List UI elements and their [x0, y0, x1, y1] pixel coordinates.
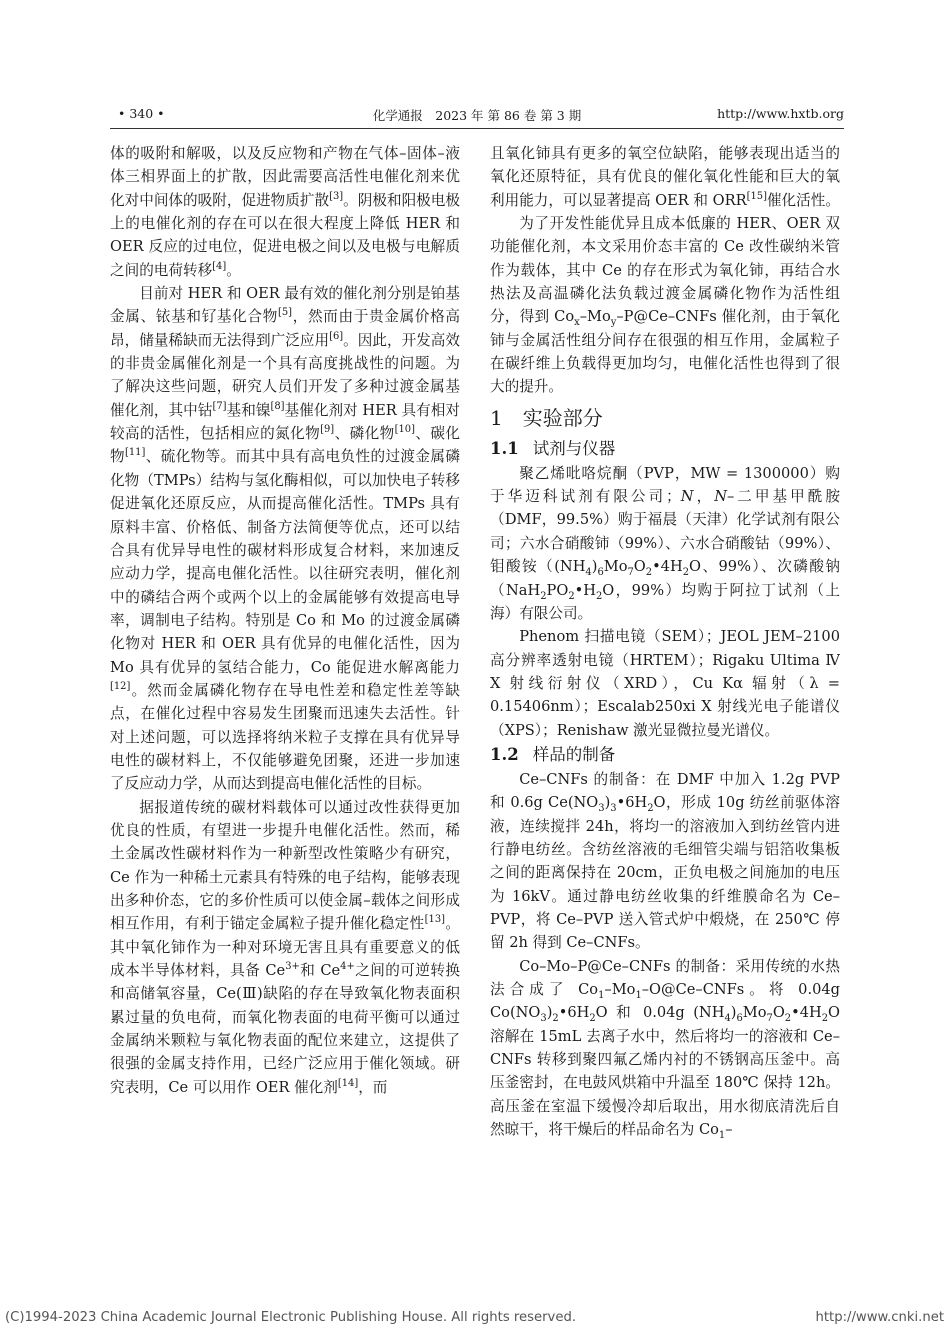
citation: [10]: [394, 424, 415, 436]
subscript: 3: [610, 803, 617, 815]
text-run: ): [730, 1004, 737, 1022]
text-run: 。其中氧化铈作为一种对环境无害且具有重要意义的低成本半导体材料，具备 Ce: [110, 915, 460, 980]
italic-n: N: [714, 488, 727, 506]
text-run: O，形成 10g 纺丝前驱体溶液，连续搅拌 24h，将均一的溶液加入到纺丝管内进行静电纺丝。含纺丝溶液的毛细管尖端与铝箔收集板之间的距离保持在 20cm，正负电极之间施加的电压为 16kV。通过静电纺丝收集的纤维膜命名为 Ce–PVP，将 Ce–PVP 送入管式炉中煅烧，在 250℃ 停留 2h 得到 Ce–CNFs。: [490, 794, 840, 952]
text-run: 且氧化铈具有更多的氧空位缺陷，能够表现出适当的氧化还原特征，具有优良的催化氧化性能和巨大的氧利用能力，可以显著提高 OER 和 ORR: [490, 145, 840, 209]
text-run: O: [633, 558, 646, 576]
subscript: 7: [766, 1013, 773, 1025]
text-run: Ce–CNFs 的制备：在 DMF 中加入 1.2g PVP 和 0.6g Ce(NO: [490, 770, 840, 812]
text-run: 。: [226, 261, 241, 279]
subsection-heading-reagents: [490, 437, 840, 461]
subsection-number: 1.1: [490, 438, 519, 458]
page-number: • 340 •: [118, 106, 165, 121]
text-run: Mo: [742, 1004, 767, 1022]
paragraph-ce-cnfs-prep: [490, 768, 840, 955]
text-run: •H: [574, 581, 596, 599]
subsection-title: 样品的制备: [532, 744, 616, 764]
text-run: ): [591, 558, 598, 576]
subscript: 2: [595, 590, 603, 602]
citation: [9]: [320, 424, 335, 436]
citation: [7]: [212, 400, 227, 412]
text-run: 、碳化物: [110, 425, 460, 466]
text-run: 。然而金属磷化物存在导电性差和稳定性差等缺点，在催化过程中容易发生团聚而迅速失去活性。针对上述问题，可以选择将纳米粒子支撑在具有优异导电性的碳材料上，不仅能够避免团聚，还进一步加速了反应动力学，从而达到提高电催化活性的目标。: [110, 681, 460, 793]
paragraph-ce-modification: [110, 796, 460, 1099]
text-run: •4H: [652, 558, 683, 576]
citation: [3]: [329, 190, 344, 202]
text-run: 。阴极和阳极电极上的电催化剂的存在可以在很大程度上降低 HER 和 OER 反应的过电位，促进电极之间以及电极与电解质之间的电荷转移: [110, 191, 460, 279]
running-header: [110, 104, 844, 129]
text-run: 据报道传统的碳材料载体可以通过改性获得更加优良的性质，有望进一步提升电催化活性。然而，稀土金属改性碳材料作为一种新型改性策略少有研究，Ce 作为一种稀土元素具有特殊的电子结构，能够表现出多种价态，它的多价性质可以使金属–载体之间形成相互作用，有利于锚定金属粒子提升催化稳定性: [110, 798, 460, 933]
subscript: 4: [585, 567, 592, 579]
text-run: 基催化剂对 HER 具有相对较高的活性，包括相应的氮化物: [110, 401, 460, 443]
paragraph-instruments: Phenom 扫描电镜（SEM）；JEOL JEM–2100 高分辨率透射电镜（HRTEM）；Rigaku Ultima Ⅳ X 射线衍射仪（XRD），Cu Kα 辐射（λ = 0.15406nm）；Escalab250xi X 射线光电子能谱仪（XPS）；Renishaw 激光显微拉曼光谱仪。: [490, 628, 840, 739]
superscript: 3+: [285, 961, 300, 973]
subscript: 2: [589, 1013, 596, 1025]
journal-url[interactable]: http://www.hxtb.org: [717, 106, 844, 121]
right-column: [490, 142, 840, 1272]
text-run: 基和镍: [226, 401, 271, 419]
subscript: x: [574, 317, 580, 329]
text-run: 和 Ce: [299, 962, 341, 980]
citation: [11]: [124, 447, 146, 459]
text-run: 为了开发性能优异且成本低廉的 HER、OER 双功能催化剂，本文采用价态丰富的 Ce 改性碳纳米管作为载体，其中 Ce 的存在形式为氧化铈，再结合水热法及高温磷化法负载过渡金属磷化物作为活性组分，得到 Co: [490, 215, 840, 326]
italic-n: N: [680, 488, 694, 506]
citation: [13]: [424, 914, 445, 926]
text-run: 。因此，开发高效的非贵金属催化剂是一个具有高度挑战性的问题。为了解决这些问题，研究人员们开发了多种过渡金属基催化剂，其中钴: [110, 331, 460, 419]
subscript: 3: [598, 803, 605, 815]
text-run: 、磷化物: [334, 425, 395, 443]
text-run: ，而: [358, 1078, 388, 1096]
text-run: Co–Mo–P@Ce–CNFs 的制备：采用传统的水热法合成了 Co: [490, 957, 840, 998]
text-run: ，然而由于贵金属价格高昂，储量稀缺而无法得到广泛应用: [110, 308, 460, 349]
subsection-number: 1.2: [490, 744, 519, 764]
text-run: –O@Ce–CNFs。将 0.04g Co(NO: [490, 981, 840, 1022]
subscript: 2: [784, 1013, 792, 1025]
paragraph-catalysts: [110, 282, 460, 796]
text-run: ): [546, 1004, 553, 1022]
text-run: 聚乙烯吡咯烷酮（PVP，MW = 1300000）购于华迈科试剂有限公司；: [490, 464, 840, 506]
subscript: 1: [635, 989, 642, 1001]
text-run: –: [725, 1121, 733, 1139]
subscript: 1: [718, 1129, 726, 1141]
text-run: •6H: [616, 794, 648, 812]
paragraph-ceria-continued: [490, 142, 840, 212]
paragraph-objective: [490, 212, 840, 399]
citation: [8]: [270, 400, 285, 412]
subscript: 2: [540, 590, 547, 602]
subscript: 3: [540, 1013, 547, 1025]
subscript: 2: [552, 1013, 559, 1025]
text-run: 体的吸附和解吸，以及反应物和产物在气体–固体–液体三相界面上的扩散，因此需要高活性电催化剂来优化对中间体的吸附，促进物质扩散: [110, 145, 460, 209]
text-run: 催化活性。: [766, 191, 840, 209]
paragraph-reagents: [490, 462, 840, 625]
text-run: O、99%）、次磷酸钠（NaH: [490, 558, 840, 599]
subscript: 7: [627, 567, 634, 579]
superscript: 4+: [340, 961, 355, 973]
text-run: 目前对 HER 和 OER 最有效的催化剂分别是铂基金属、铱基和钌基化合物: [110, 285, 460, 326]
copyright-notice: (C)1994-2023 China Academic Journal Electronic Publishing House. All rights reserved.: [5, 1310, 577, 1325]
citation: [5]: [277, 307, 293, 319]
subscript: 6: [597, 567, 604, 579]
citation: [14]: [337, 1077, 359, 1089]
subsection-title: 试剂与仪器: [532, 438, 616, 458]
section-number: 1: [490, 405, 503, 430]
text-run: O 溶解在 15mL 去离子水中，然后将均一的溶液和 Ce–CNFs 转移到聚四氟乙烯内衬的不锈钢高压釜中。高压釜密封，在电鼓风烘箱中升温至 180℃ 保持 12h。高压釜在室温下缓慢冷却后取出，用水彻底清洗后自然晾干，将干燥后的样品命名为 Co: [490, 1004, 840, 1139]
text-run: –二甲基甲酰胺（DMF，99.5%）购于福晨（天津）化学试剂有限公司；六水合硝酸铈（99%）、六水合硝酸钴（99%）、钼酸铵（(NH: [490, 488, 840, 576]
text-run: •6H: [558, 1004, 590, 1022]
citation: [6]: [329, 330, 344, 342]
text-run: O: [772, 1004, 785, 1022]
subscript: 2: [821, 1013, 829, 1025]
paragraph-intro-continued: [110, 142, 460, 282]
text-run: Mo: [603, 558, 628, 576]
left-column: [110, 142, 460, 1272]
text-run: ，: [693, 488, 715, 506]
text-run: O 和 0.04g (NH: [595, 1004, 725, 1022]
subscript: 2: [645, 567, 653, 579]
subsection-heading-preparation: [490, 743, 840, 767]
section-heading-experimental: [490, 404, 840, 432]
subscript: 2: [682, 567, 690, 579]
cnki-link[interactable]: http://www.cnki.net: [815, 1310, 944, 1325]
subscript: 2: [647, 803, 654, 815]
citation: [15]: [746, 190, 767, 202]
text-run: –P@Ce–CNFs 催化剂，由于氧化铈与金属活性组分间存在很强的相互作用，金属粒子在碳纤维上负载得更加均匀，电催化活性也得到了很大的提升。: [490, 308, 840, 396]
text-run: 、硫化物等。而其中具有高电负性的过渡金属磷化物（TMPs）结构与氢化酶相似，可以加快电子转移促进氧化还原反应，从而提高催化活性。TMPs 具有原料丰富、价格低、制备方法简便等优点，还可以结合具有优异导电性的碳材料形成复合材料，来加速反应动力学，提高电催化活性。以往研究表明，催化剂中的磷结合两个或两个以上的金属能够有效提高电导率，调制电子结构。特别是 Co 和 Mo 的过渡金属磷化物对 HER 和 OER 具有优异的电催化活性，因为 Mo 具有优异的氢结合能力，Co 能促进水解离能力: [110, 448, 460, 676]
subscript: y: [610, 317, 617, 329]
text-run: –Mo: [604, 981, 636, 998]
citation: [12]: [110, 681, 131, 693]
subscript: 4: [724, 1013, 731, 1025]
text-run: –Mo: [579, 308, 611, 326]
text-run: 之间的可逆转换和高储氧容量，Ce(Ⅲ)缺陷的存在导致氧化物表面积累过量的负电荷，而氧化物表面的电荷平衡可以通过金属纳米颗粒与氧化物表面的配位来建立，这提供了很强的金属支持作用，已经广泛应用于催化领域。研究表明，Ce 可以用作 OER 催化剂: [110, 962, 460, 1096]
text-run: ): [604, 794, 611, 812]
citation: [4]: [212, 260, 227, 272]
text-run: PO: [546, 581, 569, 599]
paragraph-comop-prep: [490, 955, 840, 1142]
journal-info: 化学通报 2023 年 第 86 卷 第 3 期: [372, 108, 582, 123]
subscript: 2: [568, 590, 575, 602]
subscript: 1: [598, 989, 605, 1001]
text-run: •4H: [791, 1004, 822, 1022]
text-run: O，99%）均购于阿拉丁试剂（上海）有限公司。: [490, 581, 840, 622]
subscript: 6: [736, 1013, 743, 1025]
section-title: 实验部分: [522, 405, 603, 430]
